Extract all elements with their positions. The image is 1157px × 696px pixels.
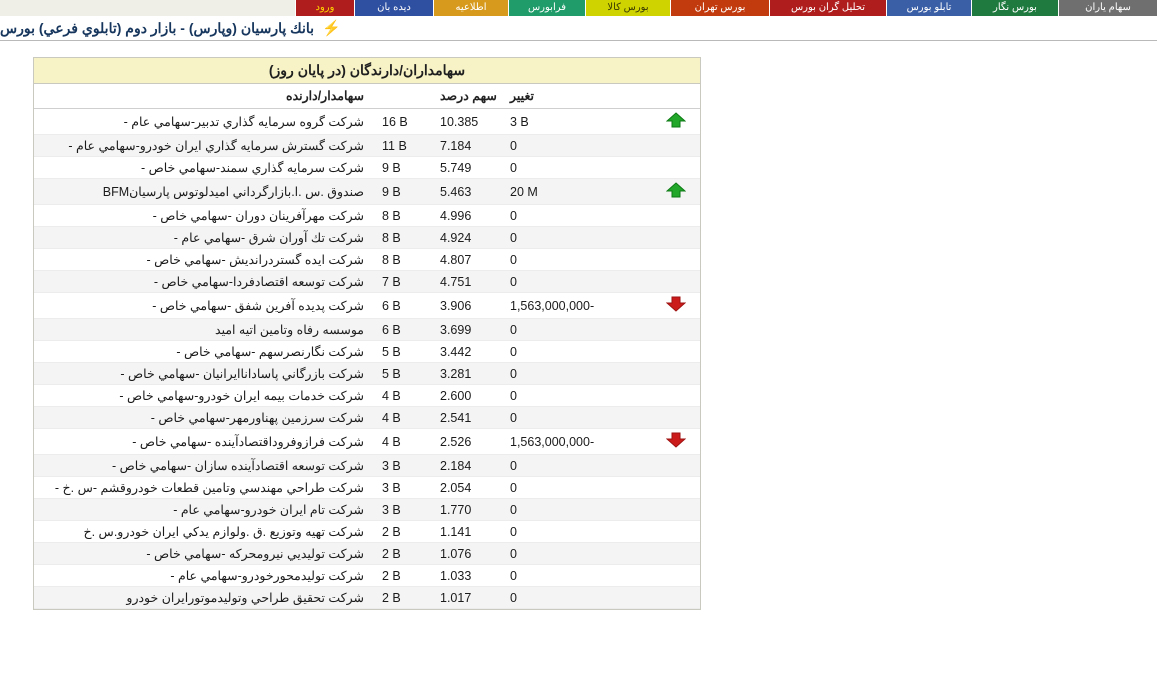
- table-row[interactable]: [34, 205, 700, 227]
- arrow-down-icon: [668, 432, 686, 448]
- row-direction-cell: [654, 477, 700, 499]
- shareholders-panel: [33, 57, 701, 610]
- table-header-row: [34, 84, 700, 109]
- table-row[interactable]: [34, 521, 700, 543]
- row-shares-cell: 11 B: [372, 135, 434, 157]
- row-direction-cell: [654, 293, 700, 319]
- row-change-cell: 0: [504, 477, 654, 499]
- row-direction-cell: [654, 109, 700, 135]
- shareholders-table: [34, 84, 700, 609]
- row-shares-cell: 3 B: [372, 455, 434, 477]
- row-shares-cell: 9 B: [372, 179, 434, 205]
- table-row[interactable]: [34, 271, 700, 293]
- row-holder-name-cell: شرکت خدمات بيمه ايران خودرو-سهامي خاص -: [34, 385, 372, 407]
- row-holder-name-cell: شرکت توسعه اقتصادآينده سازان -سهامي خاص -: [34, 455, 372, 477]
- row-change-cell: 0: [504, 205, 654, 227]
- row-holder-name-cell: شرکت توليديي نيرومحرکه -سهامي خاص -: [34, 543, 372, 565]
- column-header-shares: [372, 84, 434, 109]
- row-change-cell: 0: [504, 543, 654, 565]
- row-percent-cell: 10.385: [434, 109, 504, 135]
- row-holder-name-cell: موسسه رفاه وتامين اتيه اميد: [34, 319, 372, 341]
- row-shares-cell: 2 B: [372, 521, 434, 543]
- row-percent-cell: 4.807: [434, 249, 504, 271]
- row-shares-cell: 2 B: [372, 587, 434, 609]
- page-title: بانك پارسيان (وپارس) - بازار دوم (تابلوي فرعي) بورس: [0, 19, 315, 36]
- row-change-cell: 0: [504, 385, 654, 407]
- table-row[interactable]: [34, 499, 700, 521]
- bolt-icon: ⚡: [322, 19, 341, 37]
- row-direction-cell: [654, 249, 700, 271]
- row-percent-cell: 7.184: [434, 135, 504, 157]
- row-holder-name-cell: شرکت فرازوفروداقتصادآينده -سهامي خاص -: [34, 429, 372, 455]
- row-holder-name-cell: شرکت گروه سرمايه گذاري تدبير-سهامي عام -: [34, 109, 372, 135]
- column-header-holder: سهامدار/دارنده: [34, 84, 372, 109]
- arrow-up-icon: [668, 112, 686, 128]
- row-holder-name-cell: شرکت بازرگاني پاساداناايرانيان -سهامي خاص -: [34, 363, 372, 385]
- site-tab[interactable]: [0, 0, 295, 16]
- table-header: [34, 84, 700, 109]
- table-row[interactable]: [34, 385, 700, 407]
- table-row[interactable]: [34, 157, 700, 179]
- row-holder-name-cell: شرکت گسترش سرمايه گذاري ايران خودرو-سهامي عام -: [34, 135, 372, 157]
- row-holder-name-cell: شرکت تام ايران خودرو-سهامي عام -: [34, 499, 372, 521]
- table-row[interactable]: [34, 179, 700, 205]
- table-row[interactable]: [34, 543, 700, 565]
- row-change-cell: 0: [504, 319, 654, 341]
- row-percent-cell: 1.017: [434, 587, 504, 609]
- table-row[interactable]: [34, 135, 700, 157]
- table-row[interactable]: [34, 249, 700, 271]
- row-percent-cell: 1.141: [434, 521, 504, 543]
- row-direction-cell: [654, 227, 700, 249]
- row-percent-cell: 4.751: [434, 271, 504, 293]
- row-holder-name-cell: شرکت مهرآفرينان دوران -سهامي خاص -: [34, 205, 372, 227]
- table-row[interactable]: [34, 341, 700, 363]
- site-tab[interactable]: اطلاعيه: [433, 0, 508, 16]
- row-percent-cell: 2.526: [434, 429, 504, 455]
- table-row[interactable]: [34, 565, 700, 587]
- row-percent-cell: 3.906: [434, 293, 504, 319]
- arrow-up-icon: [668, 182, 686, 198]
- row-holder-name-cell: شرکت تك آوران شرق -سهامي عام -: [34, 227, 372, 249]
- row-change-cell: 0: [504, 587, 654, 609]
- row-direction-cell: [654, 157, 700, 179]
- table-row[interactable]: [34, 227, 700, 249]
- row-holder-name-cell: شرکت تهيه وتوزيع .ق .ولوازم يدکي ايران خودرو.س .خ: [34, 521, 372, 543]
- site-tab[interactable]: ورود: [295, 0, 354, 16]
- table-row[interactable]: [34, 407, 700, 429]
- row-change-cell: 0: [504, 407, 654, 429]
- site-tab[interactable]: تحليل گران بورس: [769, 0, 886, 16]
- row-change-cell: 0: [504, 521, 654, 543]
- row-percent-cell: 4.924: [434, 227, 504, 249]
- site-tabstrip[interactable]: [0, 0, 1157, 16]
- row-percent-cell: 2.054: [434, 477, 504, 499]
- page-header: [0, 16, 1157, 41]
- table-row[interactable]: [34, 477, 700, 499]
- table-row[interactable]: [34, 109, 700, 135]
- row-change-cell: 0: [504, 249, 654, 271]
- row-holder-name-cell: شرکت تحقيق طراحي وتوليدموتورايران خودرو: [34, 587, 372, 609]
- table-row[interactable]: [34, 293, 700, 319]
- site-tab[interactable]: فرابورس: [508, 0, 585, 16]
- site-tab[interactable]: بورس تهران: [670, 0, 769, 16]
- column-header-change: تغيير: [504, 84, 654, 109]
- row-shares-cell: 5 B: [372, 341, 434, 363]
- row-direction-cell: [654, 319, 700, 341]
- row-shares-cell: 5 B: [372, 363, 434, 385]
- row-change-cell: 0: [504, 499, 654, 521]
- row-change-cell: 3 B: [504, 109, 654, 135]
- row-holder-name-cell: صندوق .س .ا.بازارگرداني اميدلوتوس پارسيانBFM: [34, 179, 372, 205]
- row-change-cell: 0: [504, 341, 654, 363]
- row-change-cell: 0: [504, 135, 654, 157]
- arrow-down-icon: [668, 296, 686, 312]
- row-percent-cell: 2.541: [434, 407, 504, 429]
- row-direction-cell: [654, 271, 700, 293]
- row-shares-cell: 8 B: [372, 227, 434, 249]
- row-shares-cell: 8 B: [372, 205, 434, 227]
- row-direction-cell: [654, 135, 700, 157]
- site-tab[interactable]: سهام ياران: [1058, 0, 1157, 16]
- row-holder-name-cell: شرکت سرمايه گذاري سمند-سهامي خاص -: [34, 157, 372, 179]
- row-direction-cell: [654, 499, 700, 521]
- row-percent-cell: 3.281: [434, 363, 504, 385]
- row-shares-cell: 4 B: [372, 407, 434, 429]
- row-change-cell: 0: [504, 271, 654, 293]
- row-direction-cell: [654, 587, 700, 609]
- row-holder-name-cell: شرکت سرزمين پهناورمهر-سهامي خاص -: [34, 407, 372, 429]
- row-shares-cell: 4 B: [372, 429, 434, 455]
- row-change-cell: 0: [504, 455, 654, 477]
- row-change-cell: 1,563,000,000-: [504, 293, 654, 319]
- row-holder-name-cell: شرکت ايده گستردرانديش -سهامي خاص -: [34, 249, 372, 271]
- row-direction-cell: [654, 455, 700, 477]
- row-direction-cell: [654, 205, 700, 227]
- row-holder-name-cell: شرکت توليدمحورخودرو-سهامي عام -: [34, 565, 372, 587]
- row-change-cell: 0: [504, 565, 654, 587]
- table-row[interactable]: [34, 363, 700, 385]
- table-row[interactable]: [34, 319, 700, 341]
- row-direction-cell: [654, 341, 700, 363]
- row-direction-cell: [654, 521, 700, 543]
- site-tab[interactable]: بورس نگار: [971, 0, 1058, 16]
- row-holder-name-cell: شرکت طراحي مهندسي وتامين قطعات خودروقشم -س .خ -: [34, 477, 372, 499]
- row-direction-cell: [654, 565, 700, 587]
- row-shares-cell: 3 B: [372, 499, 434, 521]
- row-shares-cell: 8 B: [372, 249, 434, 271]
- row-shares-cell: 6 B: [372, 293, 434, 319]
- row-percent-cell: 5.463: [434, 179, 504, 205]
- row-change-cell: 0: [504, 227, 654, 249]
- table-row[interactable]: [34, 429, 700, 455]
- site-tab[interactable]: بورس کالا: [585, 0, 670, 16]
- row-change-cell: 20 M: [504, 179, 654, 205]
- row-shares-cell: 6 B: [372, 319, 434, 341]
- row-shares-cell: 7 B: [372, 271, 434, 293]
- row-percent-cell: 5.749: [434, 157, 504, 179]
- row-percent-cell: 3.699: [434, 319, 504, 341]
- column-header-percent: سهم درصد: [434, 84, 504, 109]
- row-change-cell: 0: [504, 363, 654, 385]
- row-direction-cell: [654, 543, 700, 565]
- row-holder-name-cell: شرکت نگارنصرسهم -سهامي خاص -: [34, 341, 372, 363]
- row-shares-cell: 16 B: [372, 109, 434, 135]
- row-shares-cell: 4 B: [372, 385, 434, 407]
- row-percent-cell: 3.442: [434, 341, 504, 363]
- table-body: [34, 109, 700, 609]
- row-direction-cell: [654, 407, 700, 429]
- row-percent-cell: 1.076: [434, 543, 504, 565]
- row-direction-cell: [654, 385, 700, 407]
- row-holder-name-cell: شرکت پديده آفرين شفق -سهامي خاص -: [34, 293, 372, 319]
- table-row[interactable]: [34, 455, 700, 477]
- row-change-cell: 1,563,000,000-: [504, 429, 654, 455]
- row-holder-name-cell: شرکت توسعه اقتصادفردا-سهامي خاص -: [34, 271, 372, 293]
- row-percent-cell: 2.184: [434, 455, 504, 477]
- row-change-cell: 0: [504, 157, 654, 179]
- row-percent-cell: 1.033: [434, 565, 504, 587]
- table-row[interactable]: [34, 587, 700, 609]
- row-percent-cell: 1.770: [434, 499, 504, 521]
- row-direction-cell: [654, 179, 700, 205]
- row-shares-cell: 2 B: [372, 565, 434, 587]
- panel-title: سهامداران/دارندگان (در پايان روز): [34, 58, 700, 84]
- row-shares-cell: 2 B: [372, 543, 434, 565]
- row-percent-cell: 2.600: [434, 385, 504, 407]
- row-shares-cell: 9 B: [372, 157, 434, 179]
- row-direction-cell: [654, 363, 700, 385]
- row-shares-cell: 3 B: [372, 477, 434, 499]
- row-percent-cell: 4.996: [434, 205, 504, 227]
- row-direction-cell: [654, 429, 700, 455]
- column-header-direction: [654, 84, 700, 109]
- site-tab[interactable]: ديده بان: [354, 0, 433, 16]
- site-tab[interactable]: تابلو بورس: [886, 0, 971, 16]
